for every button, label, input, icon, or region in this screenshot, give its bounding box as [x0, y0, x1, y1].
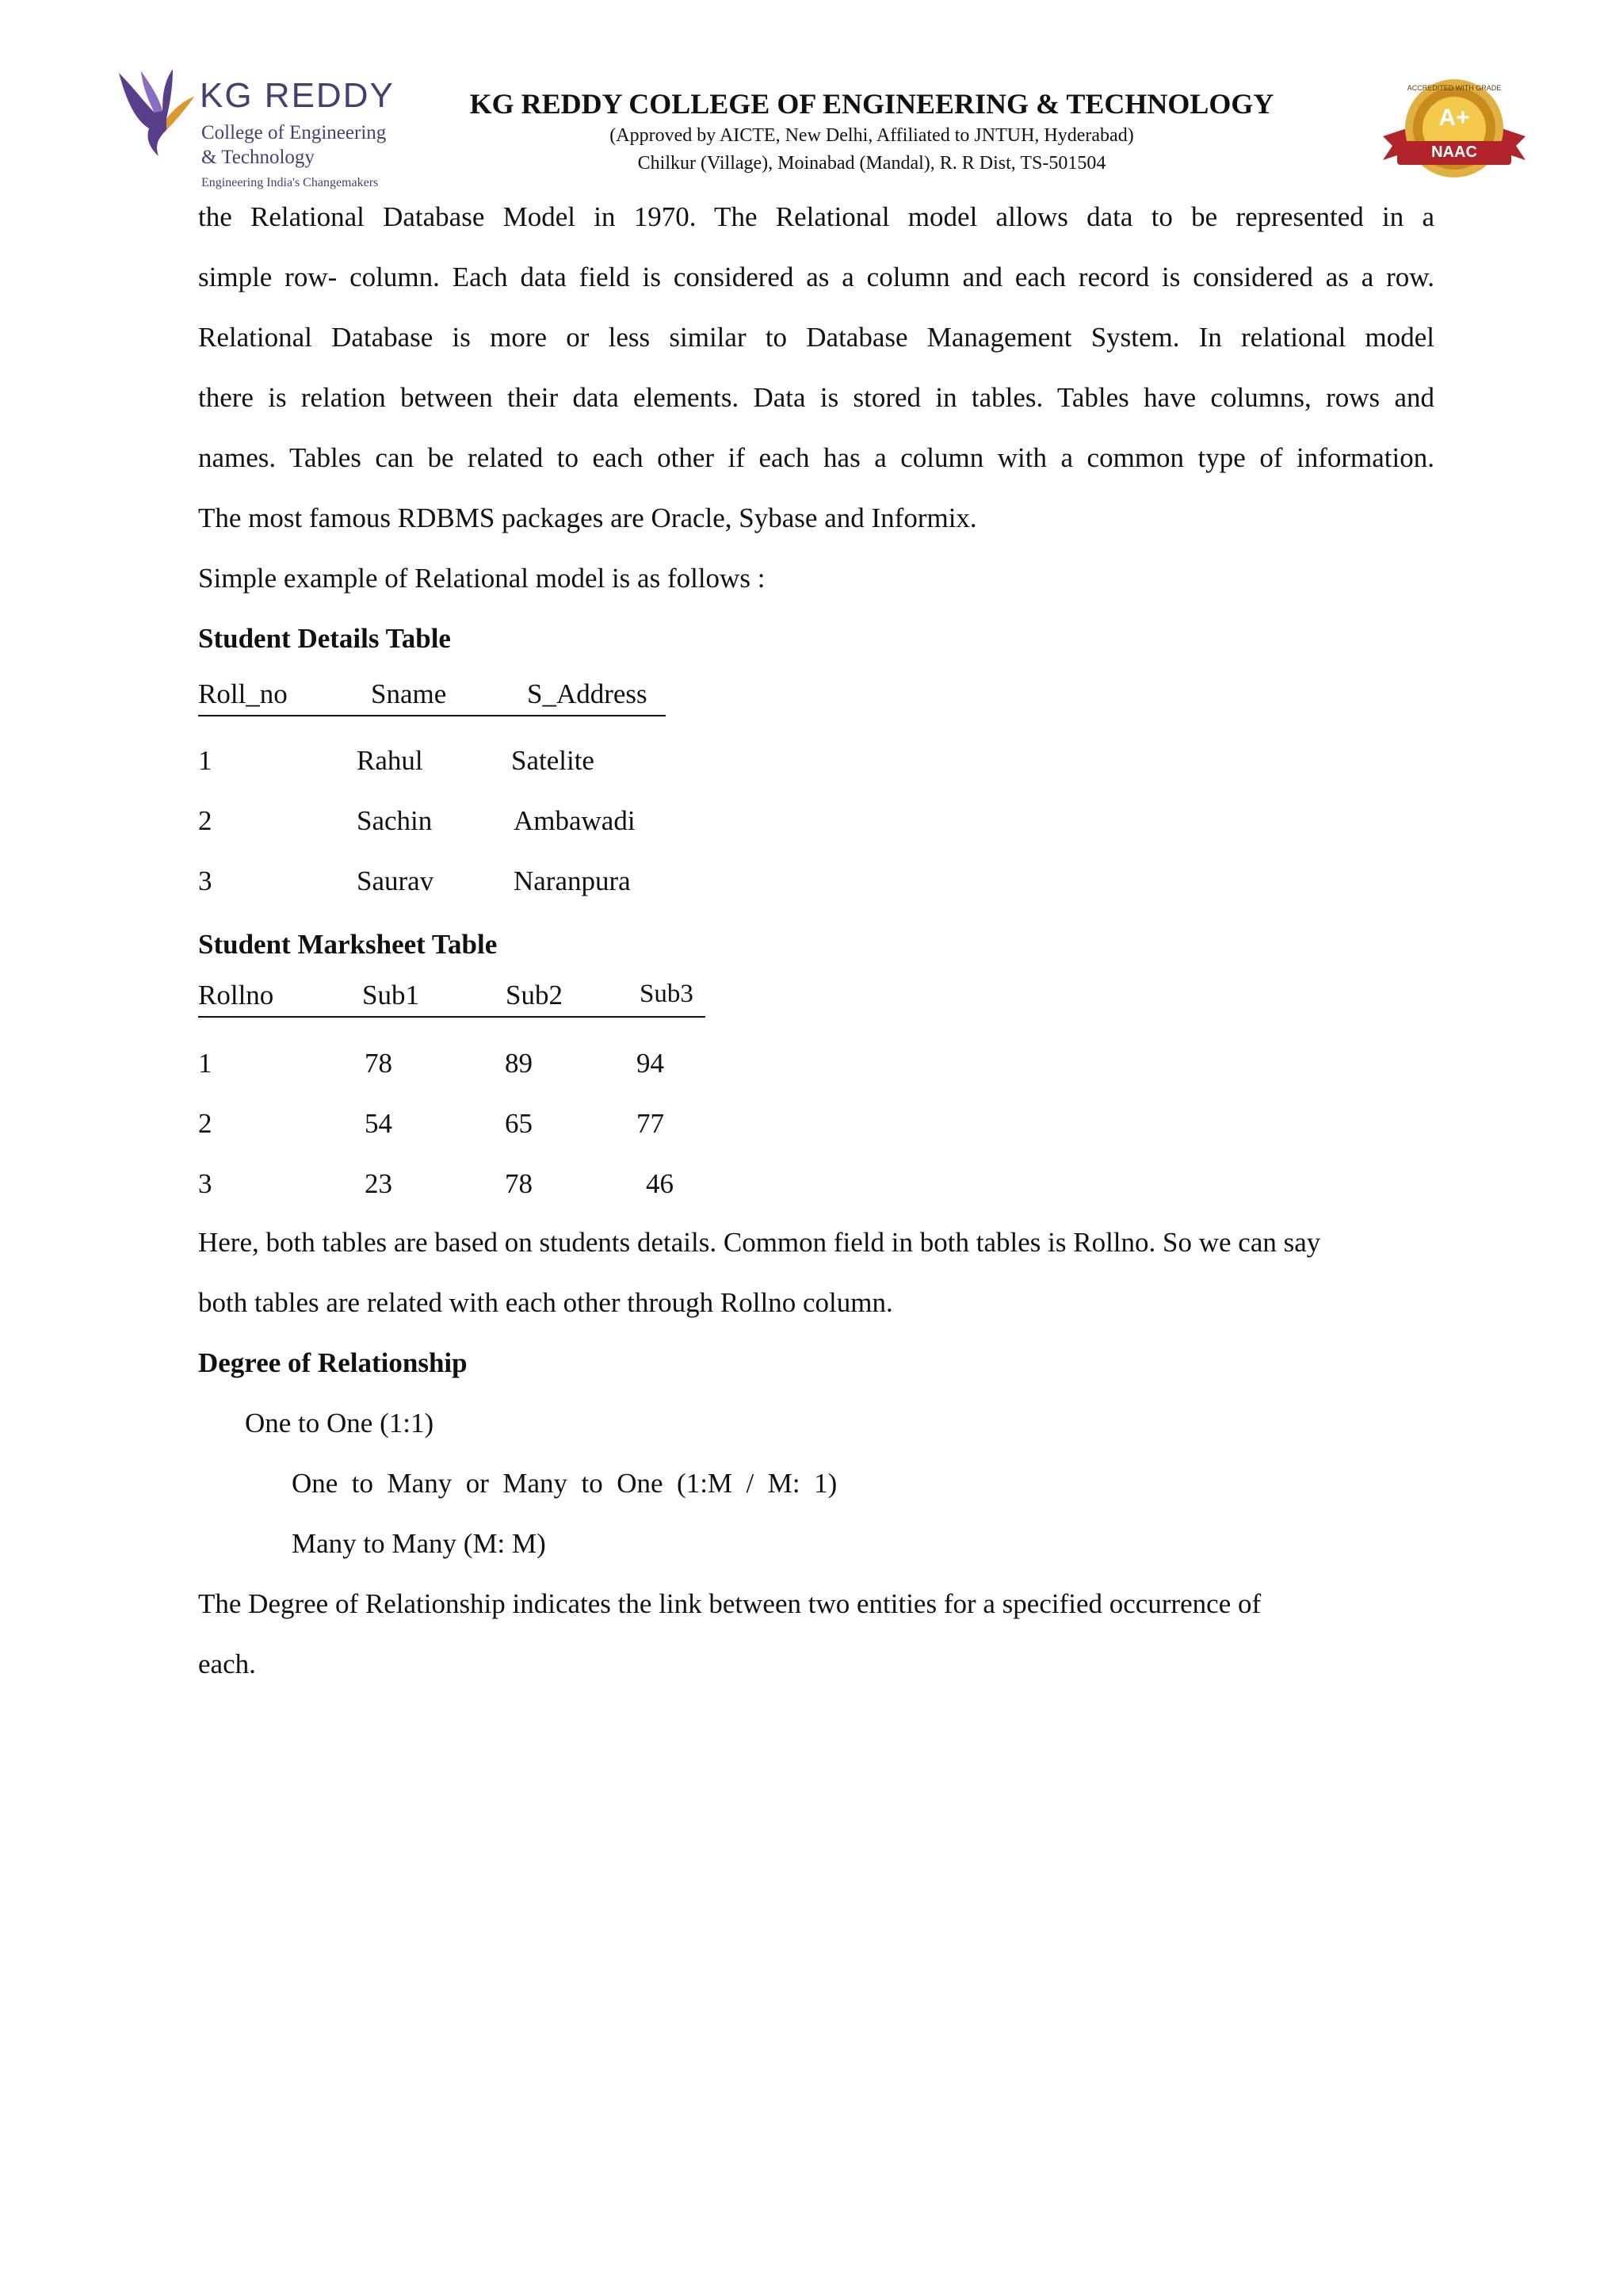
table-cell: 23: [365, 1168, 392, 1199]
column-header: S_Address: [527, 678, 647, 709]
degree-title: Degree of Relationship: [198, 1347, 468, 1378]
intro-line: Relational Database is more or less similar to Database Management System. In relational model: [198, 322, 1434, 353]
intro-line: simple row- column. Each data field is considered as a column and each record is considered as a row.: [198, 262, 1434, 292]
degree-description-line: each.: [198, 1648, 256, 1679]
column-header: Sub3: [640, 980, 693, 1008]
college-logo: [111, 65, 412, 196]
badge-label: NAAC: [1431, 143, 1477, 161]
eagle-logo-icon: [111, 65, 198, 160]
column-header: Roll_no: [198, 678, 288, 709]
table-cell: 3: [198, 1168, 212, 1199]
table-cell: 78: [365, 1048, 392, 1079]
table-row: [198, 1168, 689, 1200]
intro-line: The most famous RDBMS packages are Oracle, Sybase and Informix.: [198, 502, 977, 533]
degree-item: Many to Many (M: M): [292, 1528, 546, 1559]
intro-paragraph: [198, 187, 1434, 609]
college-address: Chilkur (Village), Moinabad (Mandal), R. R Dist, TS-501504: [637, 153, 1106, 174]
table-cell: 46: [646, 1168, 674, 1199]
marksheet-header: [198, 980, 705, 1018]
explanation-line: Here, both tables are based on students details. Common field in both tables is Rollno. So we can say: [198, 1227, 1321, 1258]
naac-badge: [1375, 73, 1533, 192]
table-cell: 3: [198, 865, 212, 896]
table-cell: Saurav: [357, 865, 434, 896]
header-rule: [198, 715, 666, 716]
table-cell: 77: [636, 1108, 664, 1139]
header-rule: [198, 1016, 705, 1018]
explanation-line: both tables are related with each other through Rollno column.: [198, 1287, 893, 1318]
student-details-header: [198, 678, 666, 716]
degree-description: [198, 1574, 1434, 1694]
degree-item: One to One (1:1): [245, 1408, 434, 1438]
column-header: Sname: [371, 678, 447, 709]
table-cell: 89: [505, 1048, 533, 1079]
table-cell: 65: [505, 1108, 533, 1139]
table-row: [198, 865, 674, 897]
table-cell: 1: [198, 745, 212, 776]
logo-brand: KG REDDY: [200, 76, 395, 115]
logo-line-2: & Technology: [201, 147, 315, 168]
intro-line: the Relational Database Model in 1970. The Relational model allows data to be represented in a: [198, 201, 1434, 232]
student-details-title: Student Details Table: [198, 623, 451, 654]
badge-ring-text: ACCREDITED WITH GRADE: [1407, 84, 1502, 92]
table-cell: 2: [198, 1108, 212, 1139]
table-cell: 1: [198, 1048, 212, 1079]
column-header: Sub1: [362, 980, 419, 1010]
college-approval: (Approved by AICTE, New Delhi, Affiliated to JNTUH, Hyderabad): [609, 125, 1134, 146]
logo-line-1: College of Engineering: [201, 122, 387, 143]
example-intro: Simple example of Relational model is as follows :: [198, 563, 766, 594]
table-cell: Satelite: [511, 745, 594, 776]
table-row: [198, 805, 674, 837]
degree-description-line: The Degree of Relationship indicates the link between two entities for a specified occurrence of: [198, 1588, 1262, 1619]
table-cell: 78: [505, 1168, 533, 1199]
logo-tagline: Engineering India's Changemakers: [201, 176, 379, 189]
column-header: Rollno: [198, 980, 274, 1010]
table-row: [198, 745, 674, 777]
degree-item: One to Many or Many to One (1:M / M: 1): [292, 1468, 838, 1499]
table-cell: 94: [636, 1048, 664, 1079]
column-header: Sub2: [506, 980, 563, 1010]
student-details-body: [198, 745, 674, 927]
marksheet-title: Student Marksheet Table: [198, 929, 498, 960]
badge-grade: A+: [1438, 105, 1470, 131]
table-cell: Sachin: [357, 805, 433, 836]
table-cell: Ambawadi: [514, 805, 636, 836]
college-name: KG REDDY COLLEGE OF ENGINEERING & TECHNOLOGY: [469, 88, 1274, 120]
explanation-paragraph: [198, 1213, 1434, 1333]
table-cell: 2: [198, 805, 212, 836]
table-cell: Naranpura: [514, 865, 631, 896]
intro-line: there is relation between their data elements. Data is stored in tables. Tables have columns, rows and: [198, 382, 1434, 413]
table-cell: Rahul: [357, 745, 423, 776]
marksheet-body: [198, 1048, 689, 1230]
table-cell: 54: [365, 1108, 392, 1139]
table-row: [198, 1048, 689, 1079]
table-row: [198, 1108, 689, 1140]
intro-line: names. Tables can be related to each other if each has a column with a common type of information.: [198, 442, 1434, 473]
